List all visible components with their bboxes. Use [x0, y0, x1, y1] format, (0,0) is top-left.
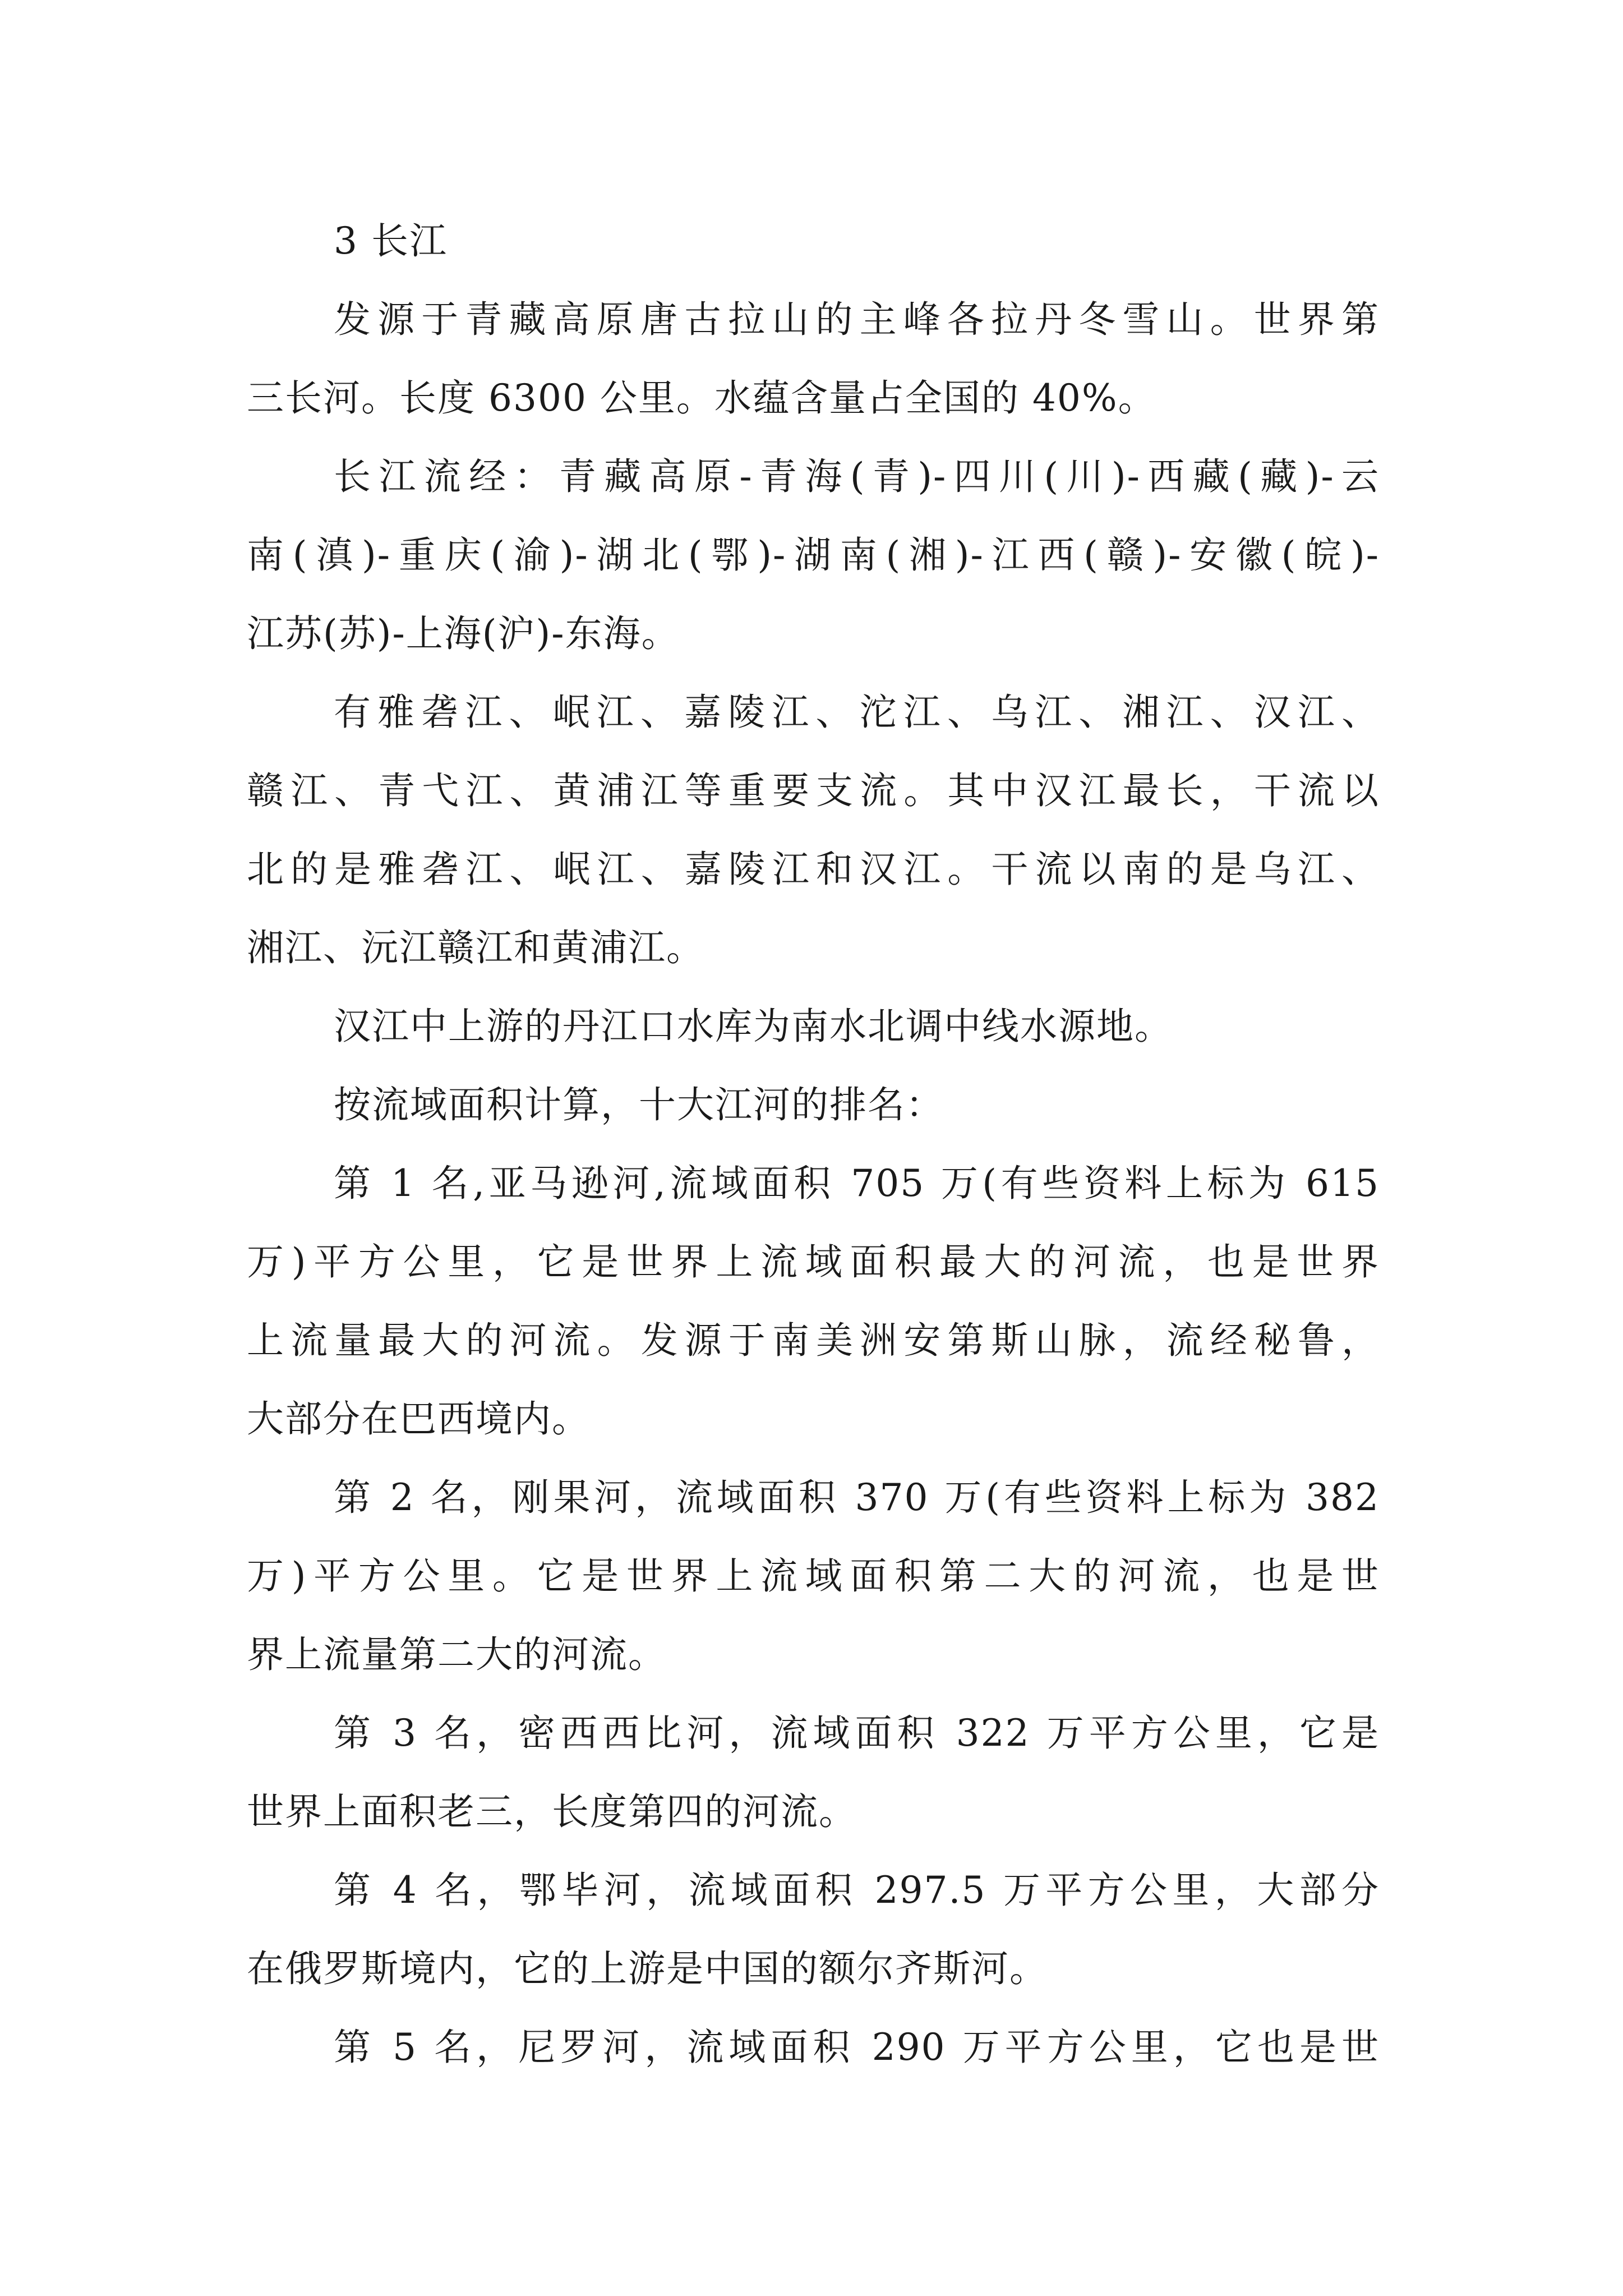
text-line: 有雅砻江、岷江、嘉陵江、沱江、乌江、湘江、汉江、 [334, 691, 1380, 734]
section-heading: 3 长江 [334, 219, 448, 263]
text-line: 第 3 名，密西西比河，流域面积 322 万平方公里，它是 [334, 1711, 1380, 1755]
text-line: 长江流经：青藏高原-青海(青)-四川(川)-西藏(藏)-云 [334, 455, 1380, 498]
text-line: 江苏(苏)-上海(沪)-东海。 [247, 612, 680, 655]
text-line: 南(滇)-重庆(渝)-湖北(鄂)-湖南(湘)-江西(赣)-安徽(皖)- [247, 533, 1380, 577]
text-line: 汉江中上游的丹江口水库为南水北调中线水源地。 [334, 1005, 1173, 1048]
text-line: 上流量最大的河流。发源于南美洲安第斯山脉，流经秘鲁， [247, 1319, 1380, 1362]
text-line: 万)平方公里，它是世界上流域面积最大的河流，也是世界 [247, 1240, 1380, 1283]
text-line: 第 5 名，尼罗河，流域面积 290 万平方公里，它也是世 [334, 2026, 1380, 2069]
text-line: 第 4 名，鄂毕河，流域面积 297.5 万平方公里，大部分 [334, 1869, 1380, 1912]
text-line: 世界上面积老三，长度第四的河流。 [247, 1790, 857, 1833]
text-line: 湘江、沅江赣江和黄浦江。 [247, 926, 704, 969]
text-line: 三长河。长度 6300 公里。水蕴含量占全国的 40%。 [247, 376, 1156, 420]
text-line: 发源于青藏高原唐古拉山的主峰各拉丹冬雪山。世界第 [334, 298, 1380, 341]
text-line: 按流域面积计算，十大江河的排名： [334, 1083, 944, 1126]
text-line: 北的是雅砻江、岷江、嘉陵江和汉江。干流以南的是乌江、 [247, 848, 1380, 891]
text-line: 界上流量第二大的河流。 [247, 1633, 666, 1676]
text-line: 大部分在巴西境内。 [247, 1397, 590, 1441]
text-line: 第 1 名,亚马逊河,流域面积 705 万(有些资料上标为 615 [334, 1162, 1380, 1205]
text-line: 赣江、青弋江、黄浦江等重要支流。其中汉江最长，干流以 [247, 769, 1380, 812]
text-line: 万)平方公里。它是世界上流域面积第二大的河流，也是世 [247, 1554, 1380, 1598]
text-line: 在俄罗斯境内，它的上游是中国的额尔齐斯河。 [247, 1947, 1048, 1990]
text-line: 第 2 名，刚果河，流域面积 370 万(有些资料上标为 382 [334, 1476, 1380, 1519]
